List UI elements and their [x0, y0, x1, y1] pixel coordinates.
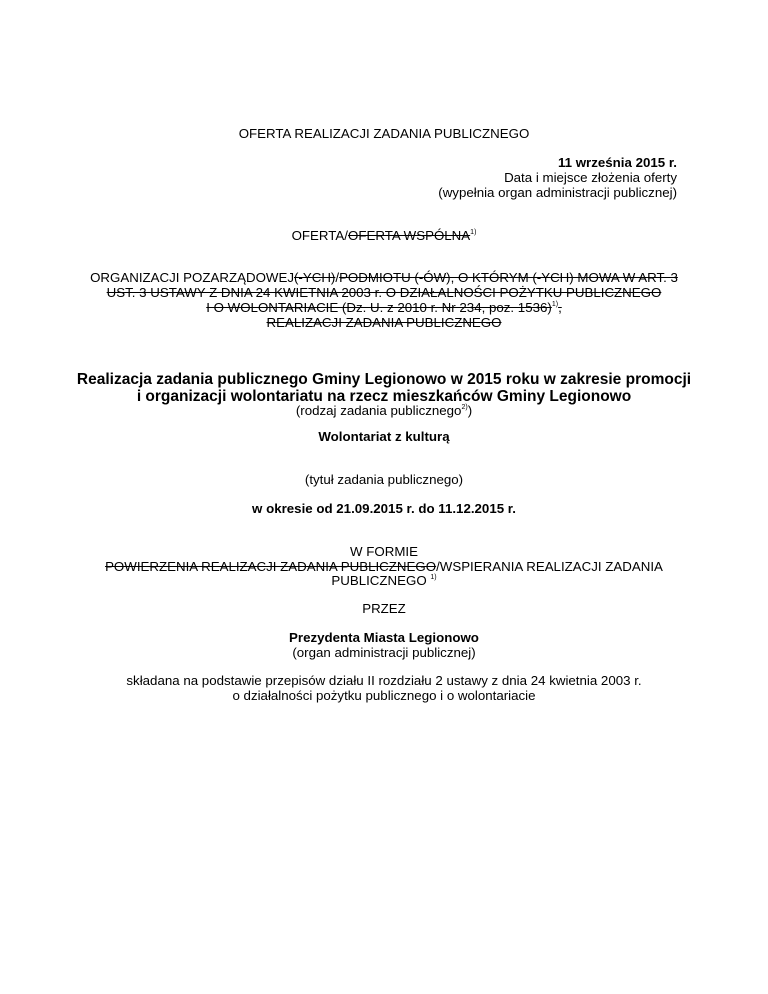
task-name-line-1: Realizacja zadania publicznego Gminy Legionowo w 2015 roku w zakresie promocji	[76, 371, 692, 388]
organization-line-2: UST. 3 USTAWY Z DNIA 24 KWIETNIA 2003 r. O DZIAŁALNOŚCI POŻYTKU PUBLICZNEGO	[106, 285, 662, 300]
task-kind-caption: (rodzaj zadania publicznego$^{2)}$)	[295, 403, 473, 418]
joint-offer-label: OFERTA WSPÓLNA	[348, 228, 471, 243]
task-title-caption: (tytuł zadania publicznego)	[304, 472, 464, 487]
legal-basis-line-2: o działalności pożytku publicznego i o wolontariacie	[232, 688, 536, 703]
submission-date: 11 września 2015 r.	[557, 155, 677, 170]
form-heading: W FORMIE	[350, 544, 418, 559]
organization-line-3: I O WOLONTARIACIE (Dz. U. z 2010 r. Nr 234, poz. 1536)$^{1)}$,	[206, 300, 562, 315]
task-title: Wolontariat z kulturą	[318, 429, 450, 444]
footnote-mark: 1)	[470, 229, 477, 236]
authority-caption: (organ administracji publicznej)	[292, 645, 476, 660]
offer-type	[0, 228, 768, 244]
form-line-3: PUBLICZNEGO $^{1)}$	[331, 573, 437, 588]
organization-line-1: ORGANIZACJI POZARZĄDOWEJ(-YCH)/PODMIOTU (-ÓW), O KTÓRYM (-YCH) MOWA W ART. 3	[90, 270, 678, 285]
offer-label: OFERTA/	[291, 228, 348, 243]
document-title: OFERTA REALIZACJI ZADANIA PUBLICZNEGO	[238, 126, 530, 141]
organization-line-4: REALIZACJI ZADANIA PUBLICZNEGO	[266, 315, 502, 330]
task-period: w okresie od 21.09.2015 r. do 11.12.2015 r.	[252, 501, 516, 516]
legal-basis-line-1: składana na podstawie przepisów działu II rozdziału 2 ustawy z dnia 24 kwietnia 2003 r.	[126, 673, 642, 688]
submission-date-note: (wypełnia organ administracji publicznej)	[438, 185, 677, 200]
submission-date-caption: Data i miejsce złożenia oferty	[504, 170, 677, 185]
authority-name: Prezydenta Miasta Legionowo	[289, 630, 479, 645]
form-line-2: POWIERZENIA REALIZACJI ZADANIA PUBLICZNEGO/WSPIERANIA REALIZACJI ZADANIA	[105, 559, 663, 574]
task-name-line-2: i organizacji wolontariatu na rzecz mieszkańców Gminy Legionowo	[136, 388, 632, 405]
by-heading: PRZEZ	[362, 601, 406, 616]
